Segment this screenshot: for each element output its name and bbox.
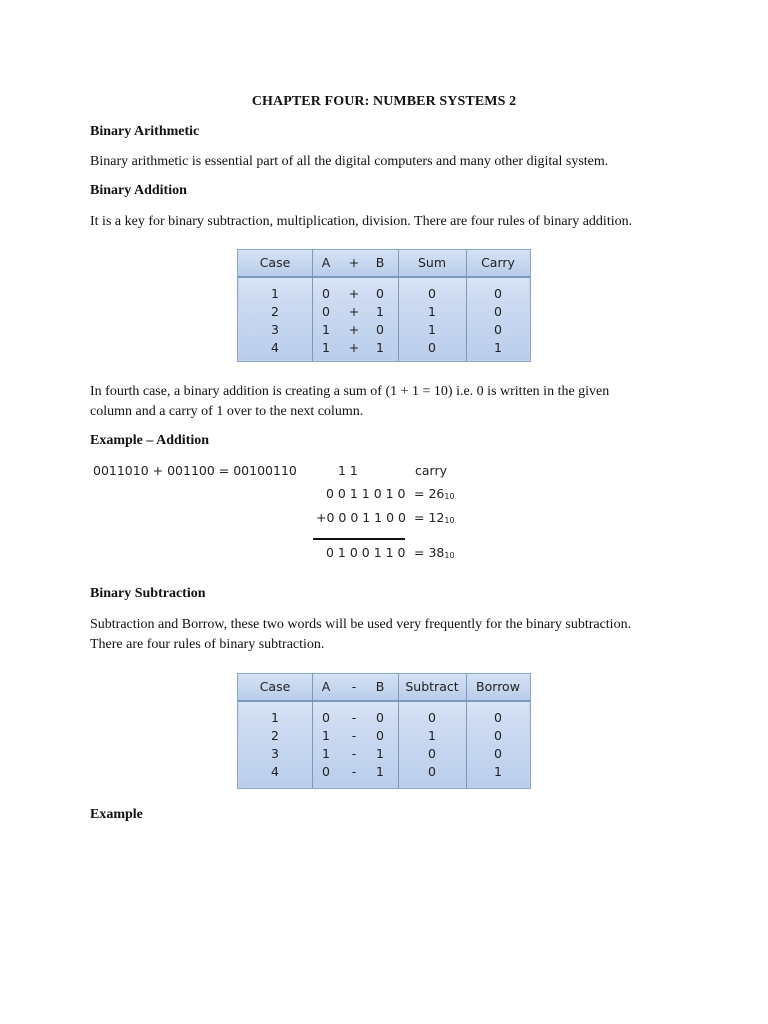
- paragraph-binary-addition: It is a key for binary subtraction, multiplication, division. There are four rules of binary addition.: [90, 214, 633, 229]
- cell-b: 1: [376, 340, 384, 355]
- addend-row-2: +0 0 0 1 1 0 0: [316, 510, 406, 525]
- subtraction-rules-table: [237, 673, 531, 789]
- cell-a: 0: [322, 710, 330, 725]
- addition-rules-table: [237, 249, 531, 362]
- page-title: CHAPTER FOUR: NUMBER SYSTEMS 2: [251, 94, 517, 109]
- paragraph-subtraction-line2: There are four rules of binary subtraction.: [90, 637, 325, 652]
- addend-row-1-decimal: = 2610: [414, 486, 455, 501]
- cell-b: 0: [376, 728, 384, 743]
- cell-b: 0: [376, 322, 384, 337]
- table-divider: [312, 674, 313, 788]
- addend-row-2-decimal: = 1210: [414, 510, 455, 525]
- paragraph-fourth-case-line1: In fourth case, a binary addition is creating a sum of (1 + 1 = 10) i.e. 0 is written in the given: [90, 384, 610, 399]
- table-header-carry: Carry: [481, 255, 515, 270]
- cell-b: 1: [376, 304, 384, 319]
- cell-operator: -: [351, 764, 357, 779]
- cell-case: 1: [271, 710, 279, 725]
- table-header-case: Case: [259, 255, 291, 270]
- table-header-case: Case: [259, 679, 291, 694]
- cell-operator: -: [351, 746, 357, 761]
- table-header-operator: +: [348, 255, 360, 270]
- table-header-subtract: Subtract: [405, 679, 459, 694]
- cell-case: 4: [271, 340, 279, 355]
- cell-case: 3: [271, 746, 279, 761]
- cell-operator: +: [348, 286, 360, 301]
- cell-b: 1: [376, 764, 384, 779]
- paragraph-fourth-case-line2: column and a carry of 1 over to the next column.: [90, 404, 364, 419]
- table-header-borrow: Borrow: [476, 679, 520, 694]
- paragraph-binary-arithmetic: Binary arithmetic is essential part of all the digital computers and many other digital system.: [90, 154, 609, 169]
- table-header-a: A: [321, 679, 331, 694]
- table-divider: [312, 250, 313, 361]
- heading-binary-addition: Binary Addition: [90, 183, 187, 198]
- heading-example: Example: [90, 807, 143, 822]
- cell-a: 0: [322, 764, 330, 779]
- table-header-a: A: [321, 255, 331, 270]
- cell-case: 2: [271, 728, 279, 743]
- heading-binary-subtraction: Binary Subtraction: [90, 586, 206, 601]
- cell-case: 1: [271, 286, 279, 301]
- carry-label: carry: [415, 463, 447, 478]
- cell-a: 1: [322, 746, 330, 761]
- sum-rule-line: [313, 538, 405, 540]
- cell-a: 1: [322, 728, 330, 743]
- carry-digits: 1 1: [338, 463, 358, 478]
- cell-result: 1: [428, 322, 436, 337]
- cell-case: 3: [271, 322, 279, 337]
- cell-operator: -: [351, 728, 357, 743]
- cell-operator: +: [348, 322, 360, 337]
- cell-result: 0: [428, 340, 436, 355]
- sum-result-row: 0 1 0 0 1 1 0: [326, 545, 406, 560]
- cell-result: 1: [428, 304, 436, 319]
- cell-result: 0: [428, 286, 436, 301]
- sum-result-decimal: = 3810: [414, 545, 455, 560]
- table-header-operator: -: [351, 679, 357, 694]
- cell-flag: 0: [494, 304, 502, 319]
- cell-b: 1: [376, 746, 384, 761]
- cell-a: 0: [322, 304, 330, 319]
- table-header-sum: Sum: [417, 255, 447, 270]
- cell-operator: -: [351, 710, 357, 725]
- cell-flag: 1: [494, 764, 502, 779]
- cell-result: 1: [428, 728, 436, 743]
- heading-example-addition: Example – Addition: [90, 433, 210, 448]
- addend-row-1: 0 0 1 1 0 1 0: [326, 486, 406, 501]
- inline-addition-expression: 0011010 + 001100 = 00100110: [93, 463, 297, 478]
- cell-flag: 1: [494, 340, 502, 355]
- cell-operator: +: [348, 304, 360, 319]
- cell-flag: 0: [494, 746, 502, 761]
- cell-flag: 0: [494, 728, 502, 743]
- paragraph-subtraction-line1: Subtraction and Borrow, these two words will be used very frequently for the binary subtraction.: [90, 617, 632, 632]
- cell-flag: 0: [494, 710, 502, 725]
- cell-a: 1: [322, 340, 330, 355]
- cell-case: 4: [271, 764, 279, 779]
- cell-operator: +: [348, 340, 360, 355]
- cell-result: 0: [428, 764, 436, 779]
- cell-flag: 0: [494, 322, 502, 337]
- heading-binary-arithmetic: Binary Arithmetic: [90, 124, 200, 139]
- table-header-b: B: [375, 679, 385, 694]
- cell-a: 1: [322, 322, 330, 337]
- cell-result: 0: [428, 746, 436, 761]
- cell-b: 0: [376, 286, 384, 301]
- cell-result: 0: [428, 710, 436, 725]
- cell-b: 0: [376, 710, 384, 725]
- cell-flag: 0: [494, 286, 502, 301]
- cell-case: 2: [271, 304, 279, 319]
- cell-a: 0: [322, 286, 330, 301]
- table-header-b: B: [375, 255, 385, 270]
